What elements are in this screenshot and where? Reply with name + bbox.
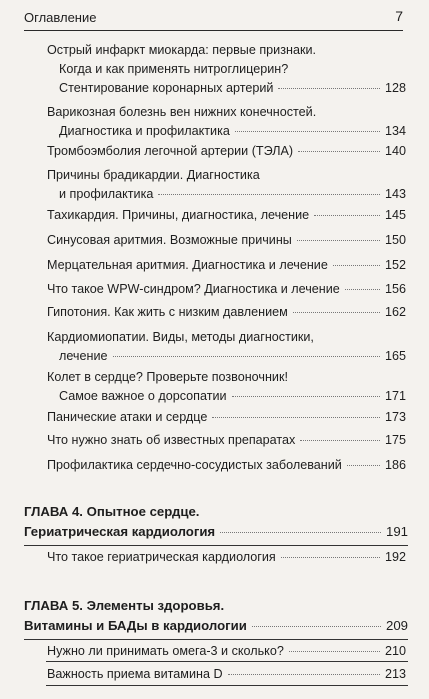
divider xyxy=(46,661,408,662)
toc-page-number: 173 xyxy=(384,410,406,424)
dot-leader xyxy=(228,673,380,675)
toc-entry-line: Профилактика сердечно-сосудистых заболеваний xyxy=(47,458,342,472)
toc-page-number: 162 xyxy=(384,305,406,319)
toc-entry-line: Нужно ли принимать омега-3 и сколько? xyxy=(47,644,284,658)
dot-leader xyxy=(297,239,380,241)
dot-leader xyxy=(314,214,380,216)
toc-entry-line: Гипотония. Как жить с низким давлением xyxy=(47,305,288,319)
dot-leader xyxy=(281,556,380,558)
chapter-heading[interactable] xyxy=(24,502,408,542)
toc-entry[interactable] xyxy=(47,256,406,275)
toc-entry-line: Самое важное о дорсопатии xyxy=(59,389,227,403)
toc-entry-line: Синусовая аритмия. Возможные причины xyxy=(47,233,292,247)
header-title: Оглавление xyxy=(24,10,97,25)
toc-page-number: 156 xyxy=(384,282,406,296)
dot-leader xyxy=(293,311,380,313)
toc-entry-line: лечение xyxy=(59,349,108,363)
chapter-subtitle: Гериатрическая кардиология xyxy=(24,524,216,539)
toc-page-number: 145 xyxy=(384,208,406,222)
divider xyxy=(46,685,408,686)
dot-leader xyxy=(347,464,380,466)
dot-leader xyxy=(113,355,380,357)
chapter-subtitle: Витамины и БАДы в кардиологии xyxy=(24,618,247,633)
dot-leader xyxy=(235,130,380,132)
toc-entry-line: Колет в сердце? Проверьте позвоночник! xyxy=(47,370,288,384)
toc-entry[interactable] xyxy=(47,408,406,427)
toc-entry-line: Мерцательная аритмия. Диагностика и лечение xyxy=(47,258,328,272)
dot-leader xyxy=(298,150,380,152)
toc-page-number: 175 xyxy=(384,433,406,447)
toc-entry[interactable] xyxy=(47,206,406,225)
running-header xyxy=(24,0,403,31)
toc-page-number: 209 xyxy=(385,618,408,633)
toc-entry[interactable] xyxy=(47,103,406,141)
toc-entry[interactable] xyxy=(47,328,406,366)
toc-entry[interactable] xyxy=(47,303,406,322)
toc-page-number: 165 xyxy=(384,349,406,363)
toc-entry[interactable] xyxy=(47,231,406,250)
dot-leader xyxy=(252,625,381,627)
dot-leader xyxy=(345,288,380,290)
dot-leader xyxy=(212,416,380,418)
toc-page-number: 128 xyxy=(384,81,406,95)
toc-entry-line: Кардиомиопатии. Виды, методы диагностики, xyxy=(47,330,314,344)
toc-entry[interactable] xyxy=(47,166,406,204)
page-number: 7 xyxy=(395,8,403,24)
toc-page-number: 171 xyxy=(384,389,406,403)
toc-entry-line: и профилактика xyxy=(59,187,154,201)
toc-page-number: 134 xyxy=(384,124,406,138)
toc-page-number: 150 xyxy=(384,233,406,247)
dot-leader xyxy=(158,193,380,195)
toc-page-number: 186 xyxy=(384,458,406,472)
toc-entry[interactable] xyxy=(47,456,406,475)
toc-entry[interactable] xyxy=(47,280,406,299)
toc-entry-line: Причины брадикардии. Диагностика xyxy=(47,168,260,182)
toc-page-number: 210 xyxy=(384,644,406,658)
toc-page-number: 140 xyxy=(384,144,406,158)
dot-leader xyxy=(333,264,380,266)
toc-entry-line: Что нужно знать об известных препаратах xyxy=(47,433,296,447)
chapter-title: ГЛАВА 4. Опытное сердце. xyxy=(24,504,200,519)
toc-entry-line: Панические атаки и сердце xyxy=(47,410,208,424)
toc-entry-line: Что такое гериатрическая кардиология xyxy=(47,550,276,564)
dot-leader xyxy=(220,531,381,533)
toc-entry[interactable] xyxy=(47,548,406,567)
dot-leader xyxy=(300,439,380,441)
dot-leader xyxy=(289,650,380,652)
toc-page-number: 191 xyxy=(385,524,408,539)
toc-entry-line: Острый инфаркт миокарда: первые признаки. xyxy=(47,43,316,57)
toc-page-number: 213 xyxy=(384,667,406,681)
toc-page-number: 192 xyxy=(384,550,406,564)
chapter-heading[interactable] xyxy=(24,596,408,636)
chapter-title: ГЛАВА 5. Элементы здоровья. xyxy=(24,598,225,613)
toc-page-number: 143 xyxy=(384,187,406,201)
toc-entry[interactable] xyxy=(47,642,406,661)
toc-entry-line: Важность приема витамина D xyxy=(47,667,223,681)
divider xyxy=(24,639,408,640)
toc-entry[interactable] xyxy=(47,41,406,98)
toc-entry[interactable] xyxy=(47,431,406,450)
toc-entry-line: Что такое WPW-синдром? Диагностика и лечение xyxy=(47,282,340,296)
dot-leader xyxy=(278,87,380,89)
dot-leader xyxy=(232,395,380,397)
toc-page-number: 152 xyxy=(384,258,406,272)
toc-entry[interactable] xyxy=(47,665,406,684)
toc-entry[interactable] xyxy=(47,368,406,406)
toc-entry-line: Стентирование коронарных артерий xyxy=(59,81,274,95)
toc-entry-line: Тромбоэмболия легочной артерии (ТЭЛА) xyxy=(47,144,294,158)
toc-entry-line: Тахикардия. Причины, диагностика, лечение xyxy=(47,208,310,222)
toc-entry-line: Варикозная болезнь вен нижних конечностей. xyxy=(47,105,317,119)
divider xyxy=(24,545,408,546)
toc-entry-line: Когда и как применять нитроглицерин? xyxy=(59,62,289,76)
toc-entry[interactable] xyxy=(47,142,406,161)
toc-entry-line: Диагностика и профилактика xyxy=(59,124,230,138)
